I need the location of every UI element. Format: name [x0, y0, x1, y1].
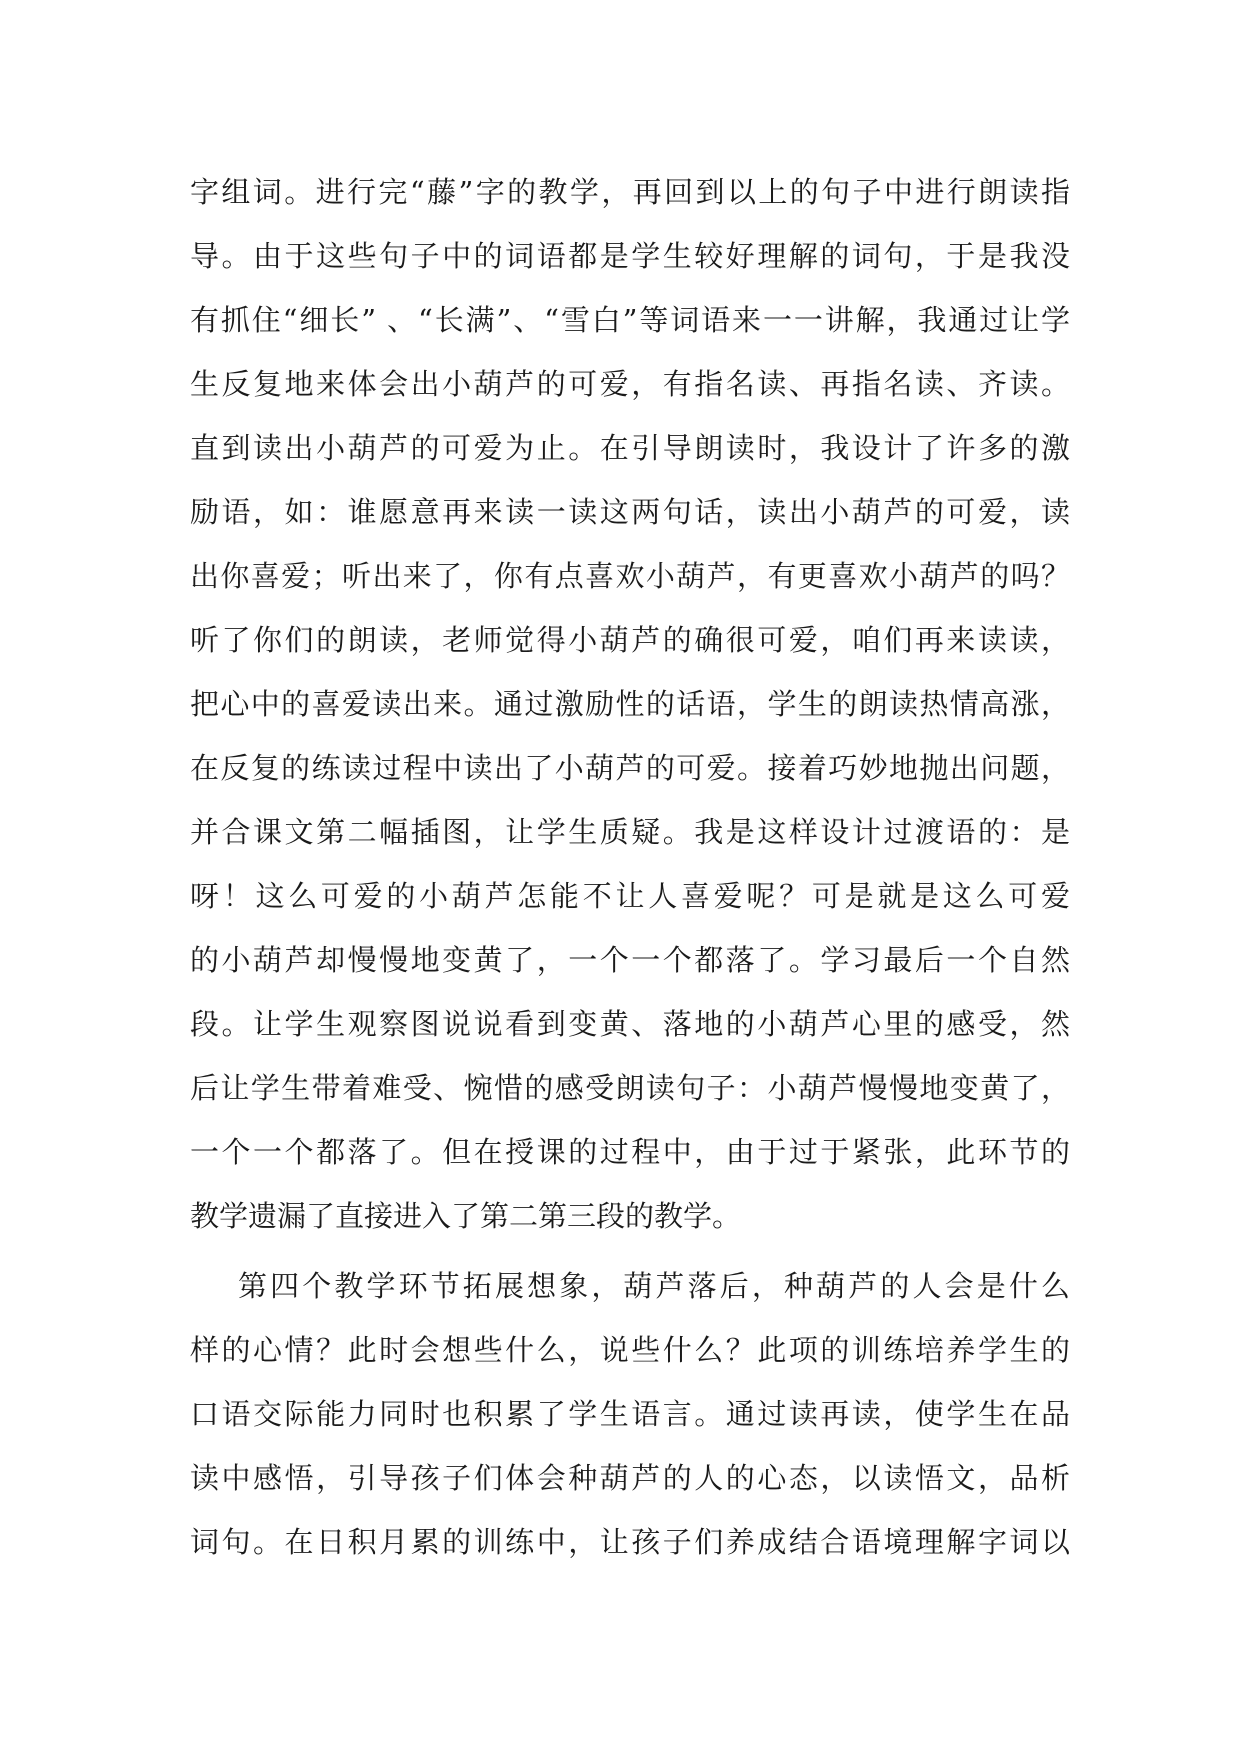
text-line: 词句。在日积月累的训练中，让孩子们养成结合语境理解字词以: [190, 1525, 1070, 1559]
text-line: 后让学生带着难受、惋惜的感受朗读句子：小葫芦慢慢地变黄了，: [190, 1071, 1070, 1105]
text-line: 呀！这么可爱的小葫芦怎能不让人喜爱呢？可是就是这么可爱: [190, 879, 1070, 913]
text-line: 有抓住“细长” 、“长满”、“雪白”等词语来一一讲解，我通过让学: [190, 303, 1070, 337]
text-line: 的小葫芦却慢慢地变黄了，一个一个都落了。学习最后一个自然: [190, 943, 1070, 977]
text-line: 直到读出小葫芦的可爱为止。在引导朗读时，我设计了许多的激: [190, 431, 1070, 465]
paragraph-1: [190, 160, 1070, 1248]
body-text: [190, 160, 1070, 1574]
text-line: 把心中的喜爱读出来。通过激励性的话语，学生的朗读热情高涨，: [190, 687, 1070, 721]
text-line: 口语交际能力同时也积累了学生语言。通过读再读，使学生在品: [190, 1397, 1070, 1431]
text-line: 并合课文第二幅插图，让学生质疑。我是这样设计过渡语的：是: [190, 815, 1070, 849]
text-line: 出你喜爱；听出来了，你有点喜欢小葫芦，有更喜欢小葫芦的吗？: [190, 559, 1070, 593]
text-line: 生反复地来体会出小葫芦的可爱，有指名读、再指名读、齐读。: [190, 367, 1070, 401]
text-line: 励语，如：谁愿意再来读一读这两句话，读出小葫芦的可爱，读: [190, 495, 1070, 529]
text-line: 读中感悟，引导孩子们体会种葫芦的人的心态，以读悟文，品析: [190, 1461, 1070, 1495]
paragraph-2: [190, 1254, 1070, 1574]
text-line: 字组词。进行完“藤”字的教学，再回到以上的句子中进行朗读指: [190, 175, 1070, 209]
text-line: 导。由于这些句子中的词语都是学生较好理解的词句，于是我没: [190, 239, 1070, 273]
text-line: 在反复的练读过程中读出了小葫芦的可爱。接着巧妙地抛出问题，: [190, 751, 1070, 785]
text-line: 第四个教学环节拓展想象，葫芦落后，种葫芦的人会是什么: [238, 1269, 1070, 1303]
text-line: 段。让学生观察图说说看到变黄、落地的小葫芦心里的感受，然: [190, 1007, 1070, 1041]
text-line: 样的心情？此时会想些什么，说些什么？此项的训练培养学生的: [190, 1333, 1070, 1367]
text-line: 听了你们的朗读，老师觉得小葫芦的确很可爱，咱们再来读读，: [190, 623, 1070, 657]
text-line: 教学遗漏了直接进入了第二第三段的教学。: [190, 1199, 742, 1233]
text-line: 一个一个都落了。但在授课的过程中，由于过于紧张，此环节的: [190, 1135, 1070, 1169]
